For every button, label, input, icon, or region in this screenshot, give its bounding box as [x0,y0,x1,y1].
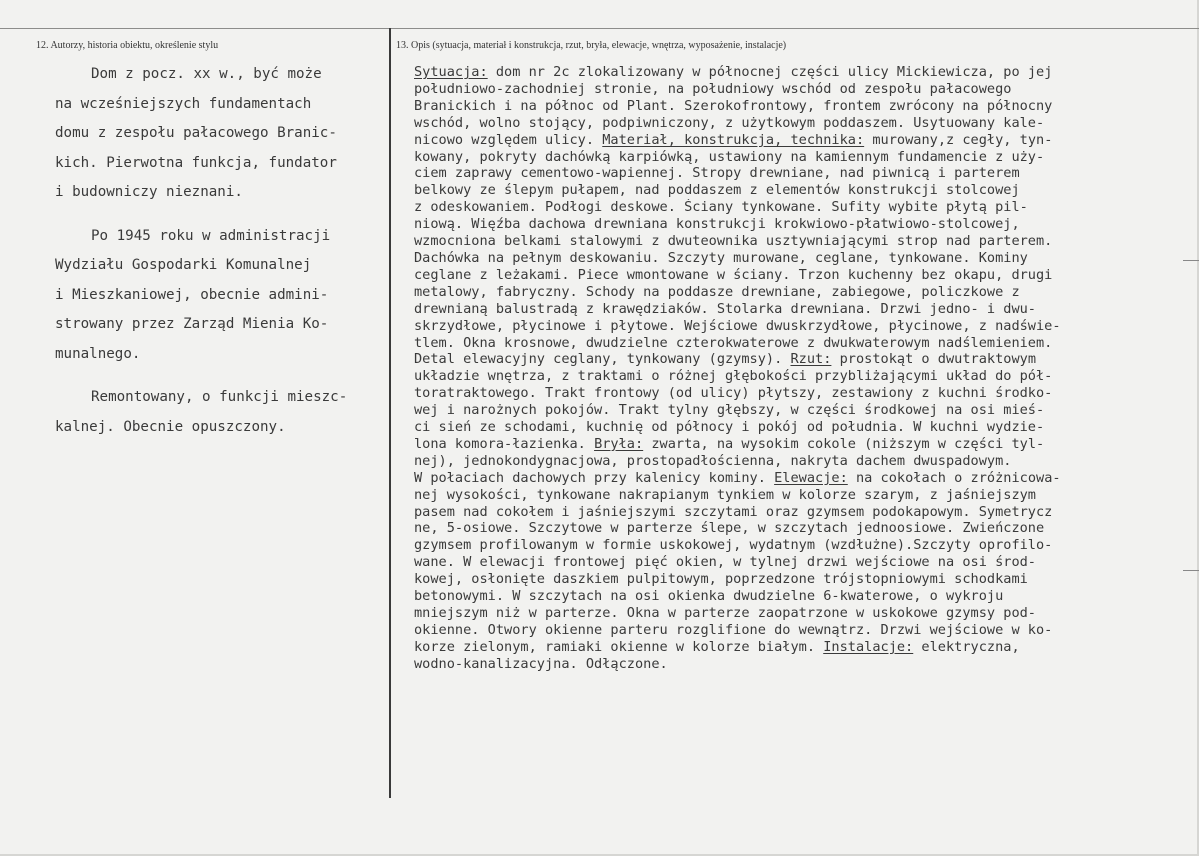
section-label: Rzut: [790,351,832,368]
description-text-run: pasem nad cokołem i jaśniejszymi szczytami oraz gzymsem podokapowym. Symetrycz [414,503,1053,520]
description-line [414,487,1196,504]
description-line [414,199,1196,216]
description-text-run: wodno-kanalizacyjna. Odłączone. [414,655,668,672]
description-text-run: ci sień ze schodami, kuchnię od północy i pokój od południa. W kuchni wydzie- [414,419,1045,436]
description-text [414,64,1196,673]
text-line: na wcześniejszych fundamentach [55,95,312,112]
description-text-run: południowo-zachodniej stronie, na południowy wschód od zespołu pałacowego [414,80,1012,97]
section-label: Elewacje: [774,469,848,486]
description-text-run: wschód, wolno stojący, podpiwniczony, z użytkowym poddaszem. Usytuowany kale- [414,114,1045,131]
text-line: Remontowany, o funkcji mieszc- [91,389,348,405]
description-line [414,284,1196,301]
text-line: Po 1945 roku w administracji [91,227,331,244]
history-paragraph-3 [55,383,385,442]
description-text-run: betonowymi. W szczytach na osi okienka dwudzielne 6-kwaterowe, o wykroju [414,588,1004,605]
section-label: Materiał, konstrukcja, technika: [602,131,865,148]
description-text-run: korze zielonym, ramiaki okienne w kolorze białym. [414,638,824,655]
description-line [414,537,1196,554]
description-line [414,368,1196,385]
description-text-run: gzymsem profilowanym w formie uskokowej, wydatnym (wzdłużne).Szczyty oprofilo- [414,537,1053,554]
description-text-run: nej), jednokondygnacjowa, prostopadłościenna, nakryta dachem dwuspadowym. [414,452,1012,469]
description-line [414,216,1196,233]
text-line: i budowniczy nieznani. [55,184,243,200]
description-text-run: murowany,z cegły, tyn- [864,131,1053,148]
description-text-run: dom nr 2c zlokalizowany w północnej części ulicy Mickiewicza, po jej [487,64,1053,80]
top-rule [0,28,1199,29]
description-text-run: skrzydłowe, płycinowe i płytowe. Wejściowe dwuskrzydłowe, płycinowe, z nadświe- [414,317,1061,334]
description-text-run: Detal elewacyjny ceglany, tynkowany (gzymsy). [414,351,791,368]
description-line [414,115,1196,132]
description-text-run: ne, 5-osiowe. Szczytowe w parterze ślepe, w szczytach jednoosiowe. Zwieńczone [414,520,1045,537]
section-13-heading: 13. Opis (sytuacja, materiał i konstrukcja, rzut, bryła, elewacje, wnętrza, wyposażenie, instalacje) [396,40,787,51]
description-line [414,267,1196,284]
description-text-run: kowany, pokryty dachówką karpiówką, ustawiony na kamiennym fundamencie z uży- [414,148,1045,165]
description-line [414,436,1196,453]
description-text-run: Dachówka na pełnym deskowaniu. Szczyty murowane, ceglane, tynkowane. Kominy [414,249,1028,266]
description-line [414,149,1196,166]
history-text [55,60,385,442]
description-line [414,622,1196,639]
description-text-run: kowej, osłonięte daszkiem pulpitowym, poprzedzone trójstopniowymi schodkami [414,571,1028,588]
description-text-run: toratraktowego. Trakt frontowy (od ulicy) płytszy, zestawiony z kuchni środko- [414,385,1053,402]
description-text-run: elektryczna, [913,638,1020,655]
description-text-run: nicowo względem ulicy. [414,131,603,148]
description-line [414,64,1196,81]
description-line [414,470,1196,487]
description-line [414,402,1196,419]
edge-mark [1183,570,1199,571]
description-text-run: na cokołach o zróżnicowa- [847,469,1061,486]
description-line [414,351,1196,368]
description-line [414,504,1196,521]
description-line [414,250,1196,267]
description-line [414,301,1196,318]
description-text-run: z odeskowaniem. Podłogi deskowe. Ściany tynkowane. Sufity wybite płytą pil- [414,199,1028,216]
description-line [414,98,1196,115]
text-line: Wydziału Gospodarki Komunalnej [55,257,312,273]
history-paragraph-2 [55,222,385,370]
description-text-run: belkowy ze ślepym pułapem, nad poddaszem z elementów konstrukcji stolcowej [414,182,1020,199]
description-line [414,571,1196,588]
text-line: strowany przez Zarząd Mienia Ko- [55,316,329,332]
section-12-heading: 12. Autorzy, historia obiektu, określenie stylu [36,40,219,51]
description-text-run: wej i narożnych pokojów. Trakt tylny głębszy, w części środkowej na osi mieś- [414,402,1045,419]
text-line: i Mieszkaniowej, obecnie admini- [55,286,329,303]
description-text-run: lona komora-łazienka. [414,435,595,452]
section-label: Bryła: [594,435,644,452]
description-line [414,520,1196,537]
description-text-run: ciem zaprawy cementowo-wapiennej. Stropy drewniane, nad piwnicą i parterem [414,165,1020,182]
description-line [414,165,1196,182]
section-label: Sytuacja: [414,64,488,80]
description-text-run: W połaciach dachowych przy kalenicy kominy. [414,469,775,486]
description-text-run: ceglane z leżakami. Piece wmontowane w ściany. Trzon kuchenny bez okapu, drugi [414,266,1053,283]
description-line [414,318,1196,335]
description-text-run: układzie wnętrza, z traktami o różnej głębokości przybliżającymi układ do pół- [414,368,1053,385]
text-line: munalnego. [55,345,141,362]
column-divider [389,28,391,798]
history-paragraph-1 [55,60,385,208]
description-line [414,132,1196,149]
description-line [414,639,1196,656]
edge-mark [1183,260,1199,261]
text-line: Dom z pocz. xx w., być może [91,66,322,82]
description-text-run: Branickich i na północ od Plant. Szerokofrontowy, frontem zwrócony na północny [414,97,1053,114]
description-text-run: niową. Więźba dachowa drewniana konstrukcji krokwiowo-płatwiowo-stolcowej, [414,216,1020,233]
section-label: Instalacje: [823,638,914,655]
description-line [414,385,1196,402]
description-text-run: wane. W elewacji frontowej pięć okien, w tylnej drzwi wejściowe na osi środ- [414,554,1036,571]
description-text-run: tlem. Okna krosnowe, dwudzielne czterokwaterowe z dwukwaterowym nadślemieniem. [414,334,1053,351]
text-line: kich. Pierwotna funkcja, fundator [55,154,337,171]
description-text-run: zwarta, na wysokim cokole (niższym w części tyl- [643,435,1045,452]
description-line [414,554,1196,571]
description-line [414,605,1196,622]
text-line: kalnej. Obecnie opuszczony. [55,418,286,435]
description-line [414,656,1196,673]
description-text-run: mniejszym niż w parterze. Okna w parterze zaopatrzone w uskokowe gzymsy pod- [414,605,1036,621]
description-line [414,453,1196,470]
description-text-run: okienne. Otwory okienne parteru rozglifione do wewnątrz. Drzwi wejściowe w ko- [414,621,1053,638]
description-text-run: nej wysokości, tynkowane nakrapianym tynkiem w kolorze szarym, z jaśniejszym [414,486,1036,503]
description-line [414,419,1196,436]
description-line [414,81,1196,98]
description-line [414,335,1196,352]
text-line: domu z zespołu pałacowego Branic- [55,125,337,141]
description-text-run: wzmocniona belkami stalowymi z dwuteownika usztywniającymi strop nad parterem. [414,233,1053,250]
description-text-run: drewnianą balustradą z krawędziaków. Stolarka drewniana. Drzwi jedno- i dwu- [414,300,1036,317]
description-line [414,182,1196,199]
description-line [414,588,1196,605]
description-text-run: prostokąt o dwutraktowym [831,351,1037,368]
description-text-run: metalowy, fabryczny. Schody na poddasze drewniane, zabiegowe, policzkowe z [414,283,1020,300]
description-line [414,233,1196,250]
